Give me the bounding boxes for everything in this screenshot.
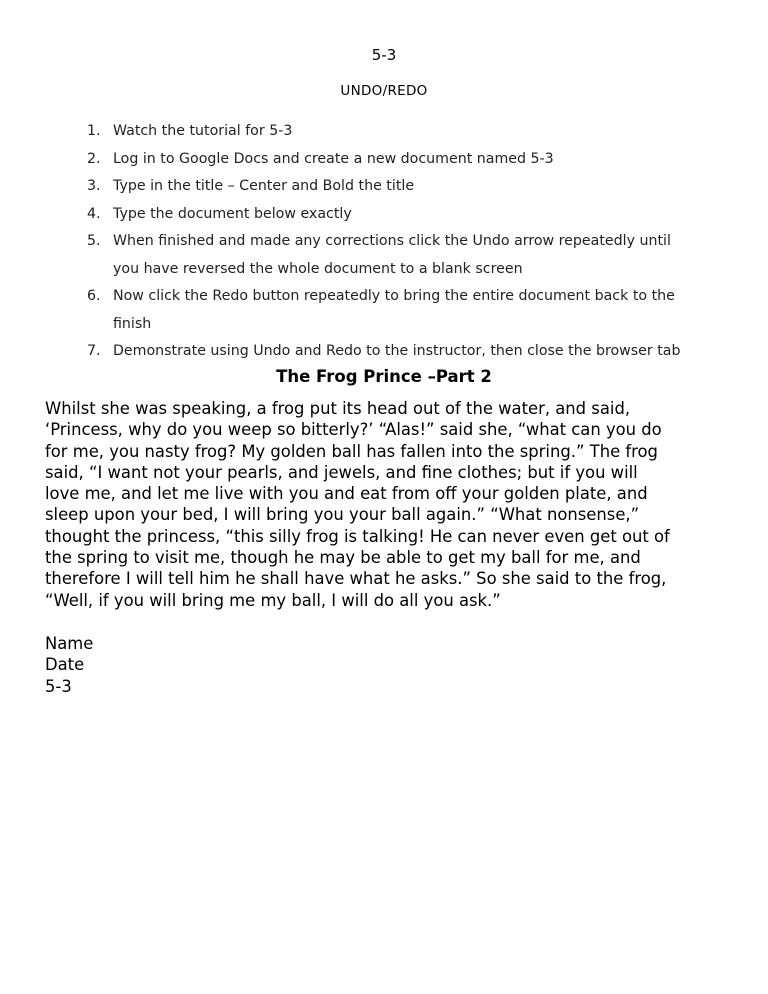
instruction-text: Log in to Google Docs and create a new document named 5-3 (113, 150, 554, 167)
instruction-text: Demonstrate using Undo and Redo to the instructor, then close the browser tab (113, 343, 681, 359)
instruction-text: Type in the title – Center and Bold the title (113, 178, 415, 194)
story-line: the spring to visit me, though he may be able to get my ball for me, and (45, 548, 641, 568)
story-line: sleep upon your bed, I will bring you your ball again.” “What nonsense,” (45, 505, 640, 525)
story-title: The Frog Prince –Part 2 (276, 367, 492, 386)
instruction-number: 3. (87, 178, 101, 194)
story-line: “Well, if you will bring me my ball, I will do all you ask.” (45, 590, 501, 610)
instruction-item (87, 173, 737, 201)
story-line: said, “I want not your pearls, and jewels, and fine clothes; but if you will (45, 462, 638, 482)
instruction-item (87, 201, 737, 229)
story-body (45, 398, 730, 611)
document-number: 5-3 (371, 46, 397, 64)
name-label: Name (45, 634, 94, 653)
date-label: Date (45, 655, 85, 675)
instruction-list (87, 118, 737, 366)
story-line: Whilst she was speaking, a frog put its head out of the water, and said, (45, 399, 631, 418)
story-line: love me, and let me live with you and eat from off your golden plate, and (45, 484, 648, 504)
instruction-number: 1. (87, 123, 101, 139)
instruction-number: 4. (87, 205, 101, 222)
instruction-text-continued: you have reversed the whole document to a blank screen (113, 260, 523, 277)
instruction-number: 7. (87, 343, 101, 359)
instruction-item (87, 146, 737, 174)
instruction-text: Type the document below exactly (113, 205, 352, 222)
instruction-number: 5. (87, 233, 101, 249)
instruction-text-continued: finish (113, 315, 152, 332)
instruction-item (87, 228, 737, 283)
instruction-item (87, 338, 737, 366)
instruction-item (87, 118, 737, 146)
instruction-text: When finished and made any corrections click the Undo arrow repeatedly until (113, 233, 671, 249)
assignment-code: 5-3 (45, 676, 72, 696)
story-line: for me, you nasty frog? My golden ball has fallen into the spring.” The frog (45, 441, 658, 461)
instruction-number: 6. (87, 288, 101, 304)
student-info-block (45, 633, 93, 697)
story-line: ‘Princess, why do you weep so bitterly?’ “Alas!” said she, “what can you do (45, 420, 662, 440)
instruction-text: Now click the Redo button repeatedly to bring the entire document back to the (113, 288, 675, 304)
document-heading: UNDO/REDO (340, 83, 428, 99)
instruction-text: Watch the tutorial for 5-3 (113, 123, 293, 139)
instruction-number: 2. (87, 150, 101, 167)
instruction-item (87, 283, 737, 338)
story-line: thought the princess, “this silly frog is talking! He can never even get out of (45, 526, 670, 546)
story-line: therefore I will tell him he shall have what he asks.” So she said to the frog, (45, 569, 667, 589)
